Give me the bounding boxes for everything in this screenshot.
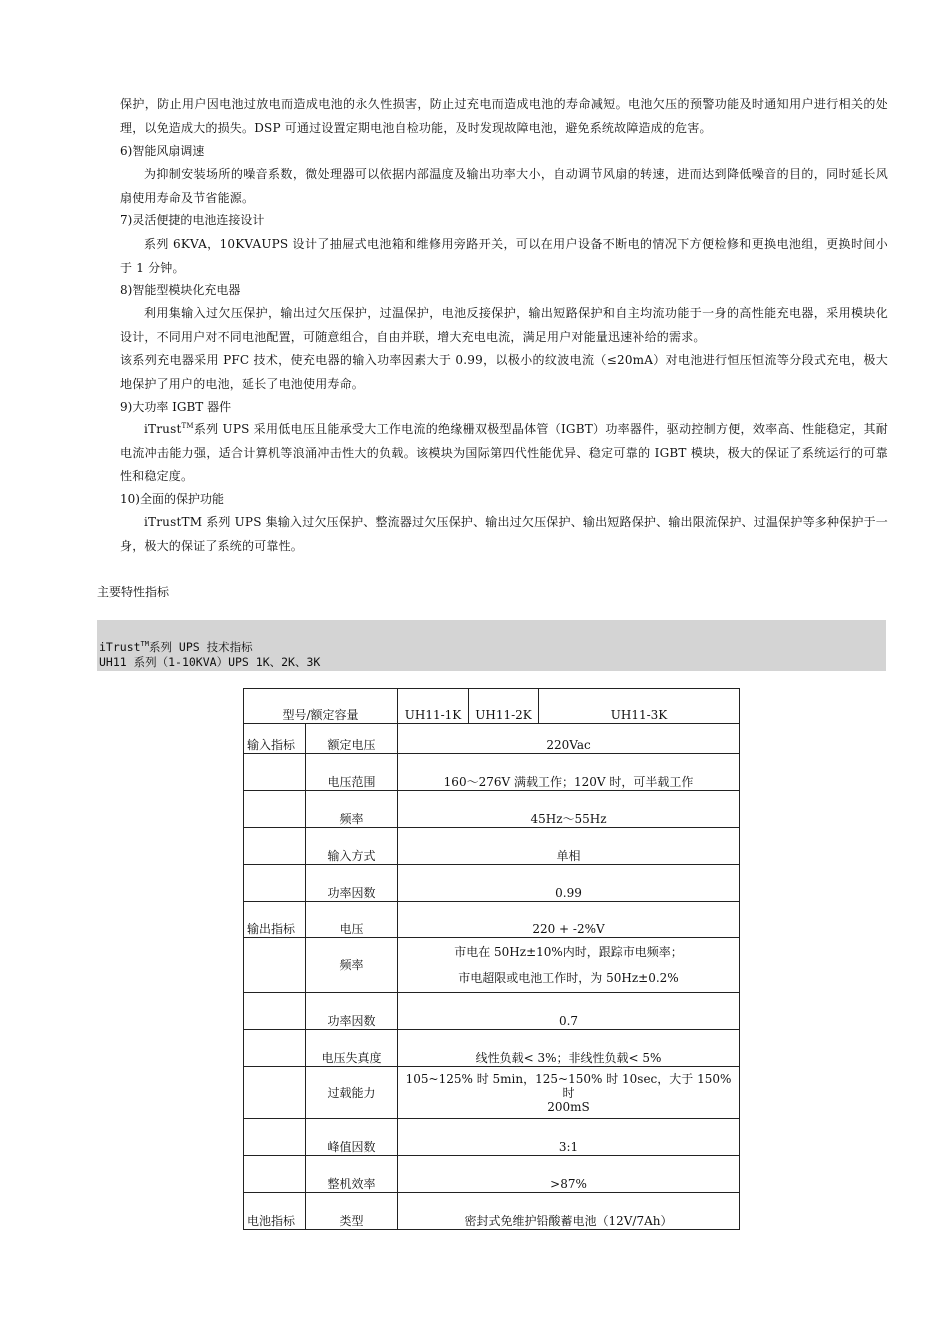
- table-row: [244, 724, 740, 754]
- table-item: 频率: [306, 791, 398, 828]
- header-model-label: 型号/额定容量: [244, 689, 398, 724]
- table-category: [244, 1067, 306, 1119]
- table-item: 输入方式: [306, 828, 398, 865]
- table-item: 电压范围: [306, 754, 398, 791]
- table-item: 频率: [306, 938, 398, 993]
- table-value: 220 + -2%V: [398, 902, 740, 938]
- table-category: [244, 1156, 306, 1193]
- table-value: 160～276V 满载工作；120V 时，可半载工作: [398, 754, 740, 791]
- table-category: [244, 1119, 306, 1156]
- table-row: [244, 754, 740, 791]
- table-row: [244, 1119, 740, 1156]
- table-row: [244, 1156, 740, 1193]
- table-item: 功率因数: [306, 865, 398, 902]
- table-value: 0.99: [398, 865, 740, 902]
- table-value: 密封式免维护铅酸蓄电池（12V/7Ah）: [398, 1193, 740, 1230]
- table-row: [244, 993, 740, 1030]
- table-row: [244, 902, 740, 938]
- table-value: 单相: [398, 828, 740, 865]
- table-value: >87%: [398, 1156, 740, 1193]
- header-col-1k: UH11-1K: [398, 689, 469, 724]
- table-item: 功率因数: [306, 993, 398, 1030]
- table-value: 220Vac: [398, 724, 740, 754]
- table-row: [244, 938, 740, 993]
- table-row: [244, 1193, 740, 1230]
- table-category: [244, 993, 306, 1030]
- para-smart-charger: 利用集输入过欠压保护，输出过欠压保护，过温保护，电池反接保护，输出短路保护和自主均流功能于一身的高性能充电器，采用模块化设计，不同用户对不同电池配置，可随意组合，自由并联，增大充电电流，满足用户对能量迅速补给的需求。: [120, 306, 888, 344]
- table-item: 过载能力: [306, 1067, 398, 1119]
- table-value: 45Hz～55Hz: [398, 791, 740, 828]
- table-category: 输入指标: [244, 724, 306, 754]
- table-item: 电压失真度: [306, 1030, 398, 1067]
- spec-banner: [97, 620, 886, 671]
- table-row: [244, 828, 740, 865]
- table-value: 线性负载< 3%；非线性负载< 5%: [398, 1030, 740, 1067]
- heading-smart-charger: 8)智能型模块化充电器: [120, 283, 241, 297]
- header-col-2k: UH11-2K: [469, 689, 539, 724]
- intro-paragraph: 保护，防止用户因电池过放电而造成电池的永久性损害，防止过充电而造成电池的寿命减短。电池欠压的预警功能及时通知用户进行相关的处理，以免造成大的损失。DSP 可通过设置定期电池自检功能，及时发现故障电池，避免系统故障造成的危害。: [120, 97, 888, 135]
- spec-table: [243, 688, 740, 1230]
- table-category: [244, 791, 306, 828]
- table-item: 类型: [306, 1193, 398, 1230]
- table-category: 电池指标: [244, 1193, 306, 1230]
- table-header-row: [244, 689, 740, 724]
- table-category: [244, 938, 306, 993]
- heading-igbt: 9)大功率 IGBT 器件: [120, 400, 232, 414]
- table-item: 整机效率: [306, 1156, 398, 1193]
- table-row: [244, 1067, 740, 1119]
- table-category: [244, 754, 306, 791]
- table-value: 市电在 50Hz±10%内时，跟踪市电频率； 市电超限或电池工作时，为 50Hz±0.2%: [398, 938, 740, 993]
- heading-battery-connection: 7)灵活便捷的电池连接设计: [120, 213, 265, 227]
- table-category: [244, 828, 306, 865]
- table-row: [244, 1030, 740, 1067]
- section-title: 主要特性指标: [97, 585, 170, 599]
- table-value: 3:1: [398, 1119, 740, 1156]
- para-smart-fan: 为抑制安装场所的噪音系数，微处理器可以依据内部温度及输出功率大小，自动调节风扇的转速，进而达到降低噪音的目的，同时延长风扇使用寿命及节省能源。: [120, 167, 888, 205]
- para-igbt: iTrust™系列 UPS 采用低电压且能承受大工作电流的绝缘栅双极型晶体管（IGBT）功率器件，驱动控制方便，效率高、性能稳定，其耐电流冲击能力强，适合计算机等浪涌冲击性大的负载。该模块为国际第四代性能优异、稳定可靠的 IGBT 模块，极大的保证了系统运行的可靠性和稳定度。: [120, 422, 888, 483]
- table-category: 输出指标: [244, 902, 306, 938]
- heading-smart-fan: 6)智能风扇调速: [120, 144, 205, 158]
- heading-protection: 10)全面的保护功能: [120, 492, 224, 506]
- table-category: [244, 1030, 306, 1067]
- table-item: 峰值因数: [306, 1119, 398, 1156]
- para-battery-connection: 系列 6KVA，10KVAUPS 设计了抽屉式电池箱和维修用旁路开关，可以在用户设备不断电的情况下方便检修和更换电池组，更换时间小于 1 分钟。: [120, 237, 888, 275]
- header-col-3k: UH11-3K: [539, 689, 740, 724]
- table-value: 0.7: [398, 993, 740, 1030]
- para-charger-pfc: 该系列充电器采用 PFC 技术，使充电器的输入功率因素大于 0.99，以极小的纹波电流（≤20mA）对电池进行恒压恒流等分段式充电，极大地保护了用户的电池，延长了电池使用寿命。: [120, 353, 888, 391]
- banner-subtitle: UH11 系列（1-10KVA）UPS 1K、2K、3K: [99, 655, 321, 669]
- para-protection: iTrustTM 系列 UPS 集输入过欠压保护、整流器过欠压保护、输出过欠压保护、输出短路保护、输出限流保护、过温保护等多种保护于一身，极大的保证了系统的可靠性。: [120, 515, 888, 553]
- table-item: 额定电压: [306, 724, 398, 754]
- table-row: [244, 865, 740, 902]
- table-value: 105~125% 时 5min，125~150% 时 10sec，大于 150%时 200mS: [398, 1067, 740, 1119]
- table-item: 电压: [306, 902, 398, 938]
- table-row: [244, 791, 740, 828]
- table-category: [244, 865, 306, 902]
- banner-title: iTrust™系列 UPS 技术指标: [99, 640, 253, 654]
